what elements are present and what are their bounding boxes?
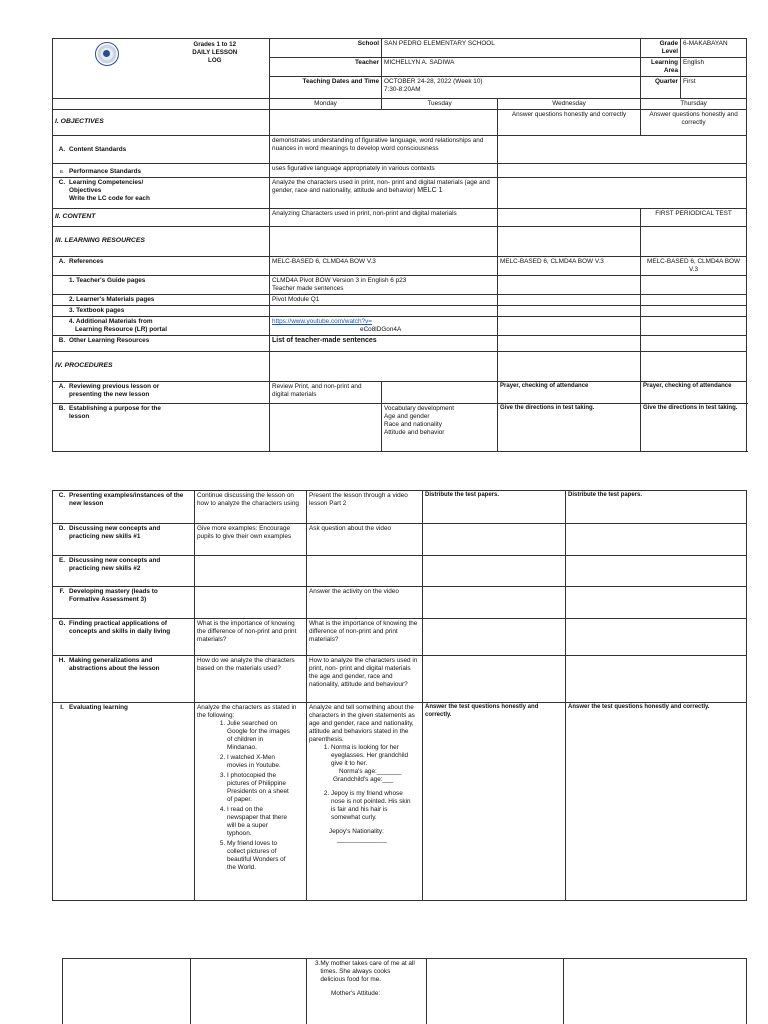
learning-resources-heading: III. LEARNING RESOURCES bbox=[53, 227, 270, 257]
references-wednesday: MELC-BASED 6, CLMD4A BOW V.3 bbox=[498, 257, 641, 276]
procedure-d-label-text: Discussing new concepts and practicing new skills #1 bbox=[69, 525, 161, 540]
lesson-log-page-2 bbox=[52, 490, 747, 901]
teaching-time-line: 7:30-8:20AM bbox=[384, 86, 421, 93]
teaching-dates-value bbox=[382, 77, 641, 99]
objectives-thursday-friday: Answer questions honestly and correctly bbox=[641, 110, 747, 136]
procedure-b-tue-line-1: Vocabulary development bbox=[384, 405, 455, 412]
procedure-g-letter: G. bbox=[58, 620, 66, 627]
procedure-f-letter: F. bbox=[59, 588, 65, 595]
procedure-a-wednesday: Prayer, checking of attendance bbox=[498, 382, 641, 404]
learning-area-value: English bbox=[681, 58, 747, 77]
procedure-c-label-text: Presenting examples/instances of the new lesson bbox=[69, 492, 184, 507]
procedures-thufri bbox=[641, 352, 747, 382]
dll-title bbox=[161, 39, 270, 99]
procedure-e-tuesday bbox=[307, 556, 423, 587]
procedure-h-thursday bbox=[566, 656, 747, 703]
evaluation-tuesday-item-2-text: 2. Jepoy is my friend whose nose is not pointed. His skin is fair and his hair is somewhat curly. bbox=[331, 790, 411, 821]
procedure-a-monday: Review Print, and non-print and digital materials bbox=[270, 382, 382, 404]
procedure-b-tue-line-4: Attitude and behavior bbox=[384, 429, 445, 436]
content-text: Analyzing Characters used in print, non-print and digital materials bbox=[270, 209, 498, 227]
evaluation-monday-list bbox=[197, 720, 304, 872]
procedure-d-monday: Give more examples: Encourage pupils to give their own examples bbox=[195, 524, 307, 556]
procedure-f-wednesday bbox=[423, 587, 566, 619]
continued-tuesday bbox=[307, 959, 427, 1024]
procedure-b-label-text: Establishing a purpose for the lesson bbox=[69, 405, 161, 420]
procedure-h-label bbox=[53, 656, 195, 703]
procedure-b-wednesday: Give the directions in test taking. bbox=[498, 404, 641, 452]
jepoy-nationality-label: Jepoy's Nationality: bbox=[329, 828, 384, 835]
competencies-letter: C. bbox=[58, 179, 66, 186]
melc-code: MELC 1 bbox=[417, 187, 443, 194]
procedure-e-label-text: Discussing new concepts and practicing new skills #2 bbox=[69, 557, 161, 572]
norma-age-blank: Norma's age:_______ bbox=[339, 768, 402, 775]
procedure-e-monday bbox=[195, 556, 307, 587]
teachers-guide-line-2: Teacher made sentences bbox=[272, 285, 344, 292]
content-standards-text: demonstrates understanding of figurative language, word relationships and nuances in word meanings to develop word consciousness bbox=[270, 136, 498, 164]
procedure-a-label bbox=[53, 382, 270, 404]
dll-title-line-3: LOG bbox=[208, 56, 222, 64]
textbook-pages-wed bbox=[498, 306, 641, 317]
procedure-d-tuesday: Ask question about the video bbox=[307, 524, 423, 556]
continued-monday bbox=[191, 959, 307, 1024]
other-resources-text: List of teacher-made sentences bbox=[270, 336, 498, 352]
evaluation-tuesday-item-1 bbox=[331, 744, 416, 784]
continued-label bbox=[63, 959, 191, 1024]
content-standards-label-text: Content Standards bbox=[69, 145, 127, 153]
procedure-h-letter: H. bbox=[58, 657, 66, 664]
youtube-link-id[interactable]: eCo8lDGon4A bbox=[360, 326, 402, 333]
additional-materials-thufri bbox=[641, 317, 747, 336]
procedure-d-thursday bbox=[566, 524, 747, 556]
performance-standards-letter: B. bbox=[59, 169, 65, 174]
procedure-i-wednesday: Answer the test questions honestly and correctly. bbox=[423, 703, 566, 901]
content-standards-label bbox=[53, 136, 270, 164]
procedure-c-label bbox=[53, 491, 195, 524]
procedure-f-label bbox=[53, 587, 195, 619]
procedure-c-monday: Continue discussing the lesson on how to analyze the characters using bbox=[195, 491, 307, 524]
procedure-h-wednesday bbox=[423, 656, 566, 703]
deped-seal-cell bbox=[53, 39, 161, 99]
additional-materials-line-2: Learning Resource (LR) portal bbox=[75, 326, 167, 333]
mother-attitude-label: Mother's Attitude: bbox=[331, 990, 381, 997]
references-thufri: MELC-BASED 6, CLMD4A BOW V.3 bbox=[641, 257, 747, 276]
evaluation-tuesday-list bbox=[309, 744, 420, 822]
competencies-text bbox=[270, 178, 498, 209]
textbook-pages-label: 3. Textbook pages bbox=[53, 306, 270, 317]
teachers-guide-label: 1. Teacher's Guide pages bbox=[53, 276, 270, 295]
procedure-d-label bbox=[53, 524, 195, 556]
teachers-guide-text bbox=[270, 276, 498, 295]
learning-area-label: Learning Area bbox=[641, 58, 681, 77]
continued-thursday bbox=[564, 959, 747, 1024]
learners-materials-text: Pivot Module Q1 bbox=[270, 295, 498, 306]
additional-materials-line-1: 4. Additional Materials from bbox=[69, 318, 153, 325]
school-label: School bbox=[270, 39, 382, 58]
resources-thufri bbox=[641, 227, 747, 257]
additional-materials-link-cell bbox=[270, 317, 498, 336]
procedure-b-tue-line-2: Age and gender bbox=[384, 413, 430, 420]
evaluation-monday-item: 5. My friend loves to collect pictures of beautiful Wonders of the World. bbox=[227, 840, 294, 872]
school-value: SAN PEDRO ELEMENTARY SCHOOL bbox=[382, 39, 641, 58]
grade-level-label: Grade Level bbox=[641, 39, 681, 58]
evaluation-monday-item: 2. I watched X-Men movies in Youtube. bbox=[227, 754, 294, 770]
day-wednesday: Wednesday bbox=[498, 99, 641, 110]
procedure-b-tue-line-3: Race and nationality bbox=[384, 421, 442, 428]
procedure-i-label bbox=[53, 703, 195, 901]
textbook-pages-thufri bbox=[641, 306, 747, 317]
evaluation-monday-intro: Analyze the characters as stated in the following: bbox=[197, 704, 297, 719]
references-monday: MELC-BASED 6, CLMD4A BOW V.3 bbox=[270, 257, 498, 276]
procedures-wed bbox=[498, 352, 641, 382]
procedure-f-thursday bbox=[566, 587, 747, 619]
procedure-i-monday bbox=[195, 703, 307, 901]
procedure-i-thursday: Answer the test questions honestly and correctly. bbox=[566, 703, 747, 901]
competencies-desc: Analyze the characters used in print, non- print and digital materials (age and gender, race and nationality, attitude and behavior) bbox=[272, 179, 490, 194]
learners-materials-label: 2. Learner's Materials pages bbox=[53, 295, 270, 306]
additional-materials-label bbox=[53, 317, 270, 336]
other-resources-letter: B. bbox=[58, 337, 66, 344]
procedure-h-tuesday: How to analyze the characters used in print, non- print and digital materials the age and gender, race and nationality, attitude and behaviour? bbox=[307, 656, 423, 703]
textbook-pages-text bbox=[270, 306, 498, 317]
procedure-a-thursday: Prayer, checking of attendance bbox=[641, 382, 747, 404]
competencies-label-line-2: Objectives bbox=[69, 187, 102, 194]
procedure-i-label-text: Evaluating learning bbox=[69, 704, 128, 711]
performance-standards-text: uses figurative language appropriately in various contexts bbox=[270, 164, 498, 178]
references-label-text: References bbox=[69, 258, 104, 265]
resources-wednesday bbox=[498, 227, 641, 257]
lesson-log-page-1 bbox=[52, 38, 747, 452]
teachers-guide-wed bbox=[498, 276, 641, 295]
evaluation-monday-item: 1. Julie searched on Google for the images of children in Mindanao. bbox=[227, 720, 294, 752]
procedure-f-tuesday: Answer the activity on the video bbox=[307, 587, 423, 619]
evaluation-tuesday-item-3: 3. My mother takes care of me at all times. She always cooks delicious food for me. bbox=[315, 960, 415, 983]
deped-seal-icon bbox=[95, 42, 119, 66]
procedures-montue bbox=[270, 352, 498, 382]
competencies-label-line-1: Learning Competencies/ bbox=[69, 179, 144, 186]
procedure-i-tuesday bbox=[307, 703, 423, 901]
competencies-label-line-3: Write the LC code for each bbox=[69, 195, 150, 202]
day-thursday: Thursday bbox=[641, 99, 747, 110]
objectives-heading: I. OBJECTIVES bbox=[53, 110, 270, 136]
procedure-a-letter: A. bbox=[58, 383, 66, 390]
procedure-e-wednesday bbox=[423, 556, 566, 587]
procedure-h-monday: How do we analyze the characters based on the materials used? bbox=[195, 656, 307, 703]
procedure-g-tuesday: What is the importance of knowing the difference of non-print and print materials? bbox=[307, 619, 423, 656]
procedure-b-label bbox=[53, 404, 270, 452]
teaching-dates-label: Teaching Dates and Time bbox=[270, 77, 382, 99]
procedure-c-letter: C. bbox=[58, 492, 66, 499]
references-letter: A. bbox=[58, 258, 66, 265]
jepoy-nationality-blank: ______________ bbox=[337, 836, 387, 843]
teachers-guide-thufri bbox=[641, 276, 747, 295]
evaluation-tuesday-item-1-text: 1. Norma is looking for her eyeglasses. Her grandchild give it to her. bbox=[331, 744, 409, 767]
content-standards-letter: A. bbox=[58, 145, 66, 153]
quarter-label: Quarter bbox=[641, 77, 681, 99]
procedure-c-tuesday: Present the lesson through a video lesson Part 2 bbox=[307, 491, 423, 524]
procedure-e-thursday bbox=[566, 556, 747, 587]
procedure-g-label bbox=[53, 619, 195, 656]
content-periodical-test: FIRST PERIODICAL TEST bbox=[641, 209, 747, 227]
objectives-montue bbox=[270, 110, 498, 136]
procedure-b-monday bbox=[270, 404, 382, 452]
references-label bbox=[53, 257, 270, 276]
procedure-a-tuesday bbox=[382, 382, 498, 404]
other-resources-label-text: Other Learning Resources bbox=[69, 337, 150, 344]
procedure-c-thursday: Distribute the test papers. bbox=[566, 491, 747, 524]
competencies-rest bbox=[498, 178, 747, 209]
learners-materials-wed bbox=[498, 295, 641, 306]
day-monday: Monday bbox=[270, 99, 382, 110]
procedure-b-letter: B. bbox=[58, 405, 66, 412]
content-wednesday bbox=[498, 209, 641, 227]
grandchild-age-blank: Grandchild's age:___ bbox=[333, 776, 394, 783]
performance-standards-label-text: Performance Standards bbox=[69, 168, 142, 175]
dll-title-line-1: Grades 1 to 12 bbox=[193, 41, 237, 48]
procedure-g-monday: What is the importance of knowing the difference of non-print and print materials? bbox=[195, 619, 307, 656]
days-corner bbox=[53, 99, 270, 110]
other-resources-thufri bbox=[641, 336, 747, 352]
procedure-f-monday bbox=[195, 587, 307, 619]
procedure-f-label-text: Developing mastery (leads to Formative Assessment 3) bbox=[69, 588, 158, 603]
procedure-b-tuesday bbox=[382, 404, 498, 452]
other-resources-wed bbox=[498, 336, 641, 352]
resources-montue bbox=[270, 227, 498, 257]
lesson-log-page-3 bbox=[62, 958, 747, 1024]
teacher-value: MICHELLYN A. SADIWA bbox=[382, 58, 641, 77]
continued-wednesday bbox=[427, 959, 564, 1024]
procedure-d-wednesday bbox=[423, 524, 566, 556]
content-heading: II. CONTENT bbox=[53, 209, 270, 227]
procedure-h-label-text: Making generalizations and abstractions about the lesson bbox=[69, 657, 160, 672]
learners-materials-thufri bbox=[641, 295, 747, 306]
youtube-link[interactable]: https://www.youtube.com/watch?v= bbox=[272, 318, 373, 325]
procedure-b-thursday: Give the directions in test taking. bbox=[641, 404, 747, 452]
performance-standards-label bbox=[53, 164, 270, 178]
procedure-d-letter: D. bbox=[58, 525, 66, 532]
evaluation-tuesday-intro: Analyze and tell something about the characters in the given statements as age and gender, race and nationality, attitude and behaviors stated in the parenthesis. bbox=[309, 704, 415, 743]
objectives-wednesday: Answer questions honestly and correctly bbox=[498, 110, 641, 136]
evaluation-monday-item: 4. I read on the newspaper that there will be a super typhoon. bbox=[227, 806, 294, 838]
evaluation-tuesday-item-2 bbox=[331, 790, 416, 822]
procedure-e-letter: E. bbox=[58, 557, 66, 564]
content-standards-rest bbox=[498, 136, 747, 164]
competencies-label bbox=[53, 178, 270, 209]
procedure-g-thursday bbox=[566, 619, 747, 656]
procedure-c-wednesday: Distribute the test papers. bbox=[423, 491, 566, 524]
procedure-a-label-text: Reviewing previous lesson or presenting the new lesson bbox=[69, 383, 160, 398]
other-resources-label bbox=[53, 336, 270, 352]
teachers-guide-line-1: CLMD4A Pivot BOW Version 3 in English 6 p23 bbox=[272, 277, 407, 284]
additional-materials-wed bbox=[498, 317, 641, 336]
teacher-label: Teacher bbox=[270, 58, 382, 77]
procedure-i-letter: I. bbox=[60, 704, 64, 711]
quarter-value: First bbox=[681, 77, 747, 99]
performance-standards-rest bbox=[498, 164, 747, 178]
procedure-e-label bbox=[53, 556, 195, 587]
evaluation-monday-item: 3. I photocopied the pictures of Philippine Presidents on a sheet of paper. bbox=[227, 772, 294, 804]
evaluation-tuesday-item-3-text: My mother takes care of me at all times. She always cooks delicious food for me. bbox=[320, 960, 415, 983]
dll-title-line-2: DAILY LESSON bbox=[192, 48, 238, 56]
day-tuesday: Tuesday bbox=[382, 99, 498, 110]
procedure-g-label-text: Finding practical applications of concepts and skills in daily living bbox=[69, 620, 171, 635]
grade-level-value: 6-MAKABAYAN bbox=[681, 39, 747, 58]
procedures-heading: IV. PROCEDURES bbox=[53, 352, 270, 382]
teaching-dates-line-1: OCTOBER 24-28, 2022 (Week 10) bbox=[384, 78, 483, 85]
procedure-g-wednesday bbox=[423, 619, 566, 656]
